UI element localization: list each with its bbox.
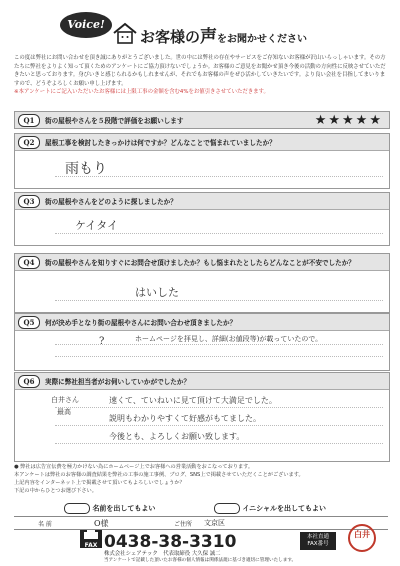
- question-2: [14, 133, 390, 189]
- address-value: 文京区: [204, 519, 225, 527]
- consent-option-name[interactable]: 名前を出してもよい: [64, 503, 155, 514]
- consent-row: [14, 503, 388, 514]
- staff-name: 白井さん: [51, 396, 79, 404]
- question-number: Q5: [18, 316, 40, 329]
- question-mark: ?: [99, 336, 105, 347]
- question-number: Q3: [18, 195, 40, 208]
- question-number: Q6: [18, 375, 40, 388]
- publication-notes: ● 弊社は広告宣伝費を極力かけない為にホームページ上でお客様への営業活動をおこなっております。 本アンケートは弊社のお客様の調査結果を弊社の工事の施工事例、ブログ、SNS上で掲載させていただくことがございます。 上記内容をインターネット上で掲載させて頂いてもよろしいでしょうか？ 下記の中からひとつお選び下さい。: [14, 464, 304, 494]
- question-text: 何が決め手となり街の屋根やさんにお問い合わせ頂きましたか？: [45, 319, 237, 327]
- staff-seal: 白井: [348, 524, 376, 552]
- question-5: [14, 313, 390, 371]
- company-name: 株式会社シェアテック 代表取締役 大久保 誠二: [104, 551, 221, 557]
- house-icon: [112, 22, 138, 44]
- question-1: [14, 111, 390, 129]
- answer-text: ケイタイ: [75, 219, 119, 232]
- question-3: [14, 192, 390, 246]
- page-title: お客様の声をお聞かせください: [140, 27, 308, 47]
- answer-line-3: 今後とも、よろしくお願い致します。: [109, 432, 245, 441]
- question-6: [14, 372, 390, 462]
- question-text: 街の屋根やさんをどのように探しましたか？: [45, 198, 177, 206]
- name-value: O様: [94, 519, 109, 528]
- fax-icon: FAX: [80, 530, 102, 548]
- answer-text: はいした: [135, 286, 179, 299]
- question-text: 実際に弊社担当者がお伺いしていかがでしたか？: [45, 378, 191, 386]
- privacy-footer: 当アンケートで記載した頂いたお客様の個人情報は関係法規に基づき適切に管理いたします。: [103, 558, 297, 563]
- address-label: ご住所: [174, 521, 193, 528]
- fax-number: 0438-38-3310: [104, 532, 237, 552]
- answer-text: ホームページを拝見し、詳細(お値段等)が載っていたので。: [135, 335, 323, 343]
- question-text: 街の屋根やさんを５段階で評価をお願いします: [45, 117, 184, 125]
- question-number: Q2: [18, 136, 40, 149]
- staff-rating: 最高: [57, 408, 71, 416]
- header: [60, 8, 360, 52]
- question-number: Q1: [18, 114, 40, 127]
- answer-text: 雨もり: [65, 161, 107, 177]
- question-text: 街の屋根やさんを知りすぐにお問合せ頂けましたか？もし悩まれたとしたらどんなことが不安でしたか？: [45, 259, 355, 267]
- answer-line-1: 速くて、ていねいに見て頂けて大満足でした。: [109, 396, 277, 405]
- answer-line-2: 説明もわかりやすくて好感がもてました。: [109, 414, 261, 423]
- intro-text: この度は弊社にお問い合わせを頂き誠にありがとうございました。世の中には弊社の存在やサービスをご存知ないお客様が沢山いらっしゃいます。その方たちに弊社をよりよく知って頂くためのアンケートにご協力頂けないでしょうか。お客様のご意見をお聞かせ頂き今後の活動の方向性に反映させていただきたいと思っております。身びいきと感じられるかもしれませんが、それでもお客様の声をぜひ活かしていきたいです。より良い会社を目指してまいりますので、どうぞよろしくお願い申し上げます。 ※本アンケートにご記入いただいたお客様には上限工事の金額を含む4%をお値引きさせていただきます。: [14, 55, 386, 96]
- question-text: 屋根工事を検討したきっかけは何ですか？どんなことで悩まれていましたか？: [45, 139, 276, 147]
- question-4: [14, 253, 390, 313]
- fax-direct-badge: 本社直通 FAX番号: [300, 532, 336, 550]
- name-label: 名 前: [38, 521, 52, 528]
- discount-note: ※本アンケートにご記入いただいたお客様には上限工事の金額を含む4%をお値引きさせていただきます。: [14, 89, 269, 96]
- consent-option-initial[interactable]: イニシャルを出してもよい: [214, 503, 326, 514]
- voice-badge: Voice!: [60, 12, 112, 38]
- question-number: Q4: [18, 256, 40, 269]
- rating-stars: ★★★★★: [314, 113, 383, 128]
- customer-info: [14, 516, 388, 530]
